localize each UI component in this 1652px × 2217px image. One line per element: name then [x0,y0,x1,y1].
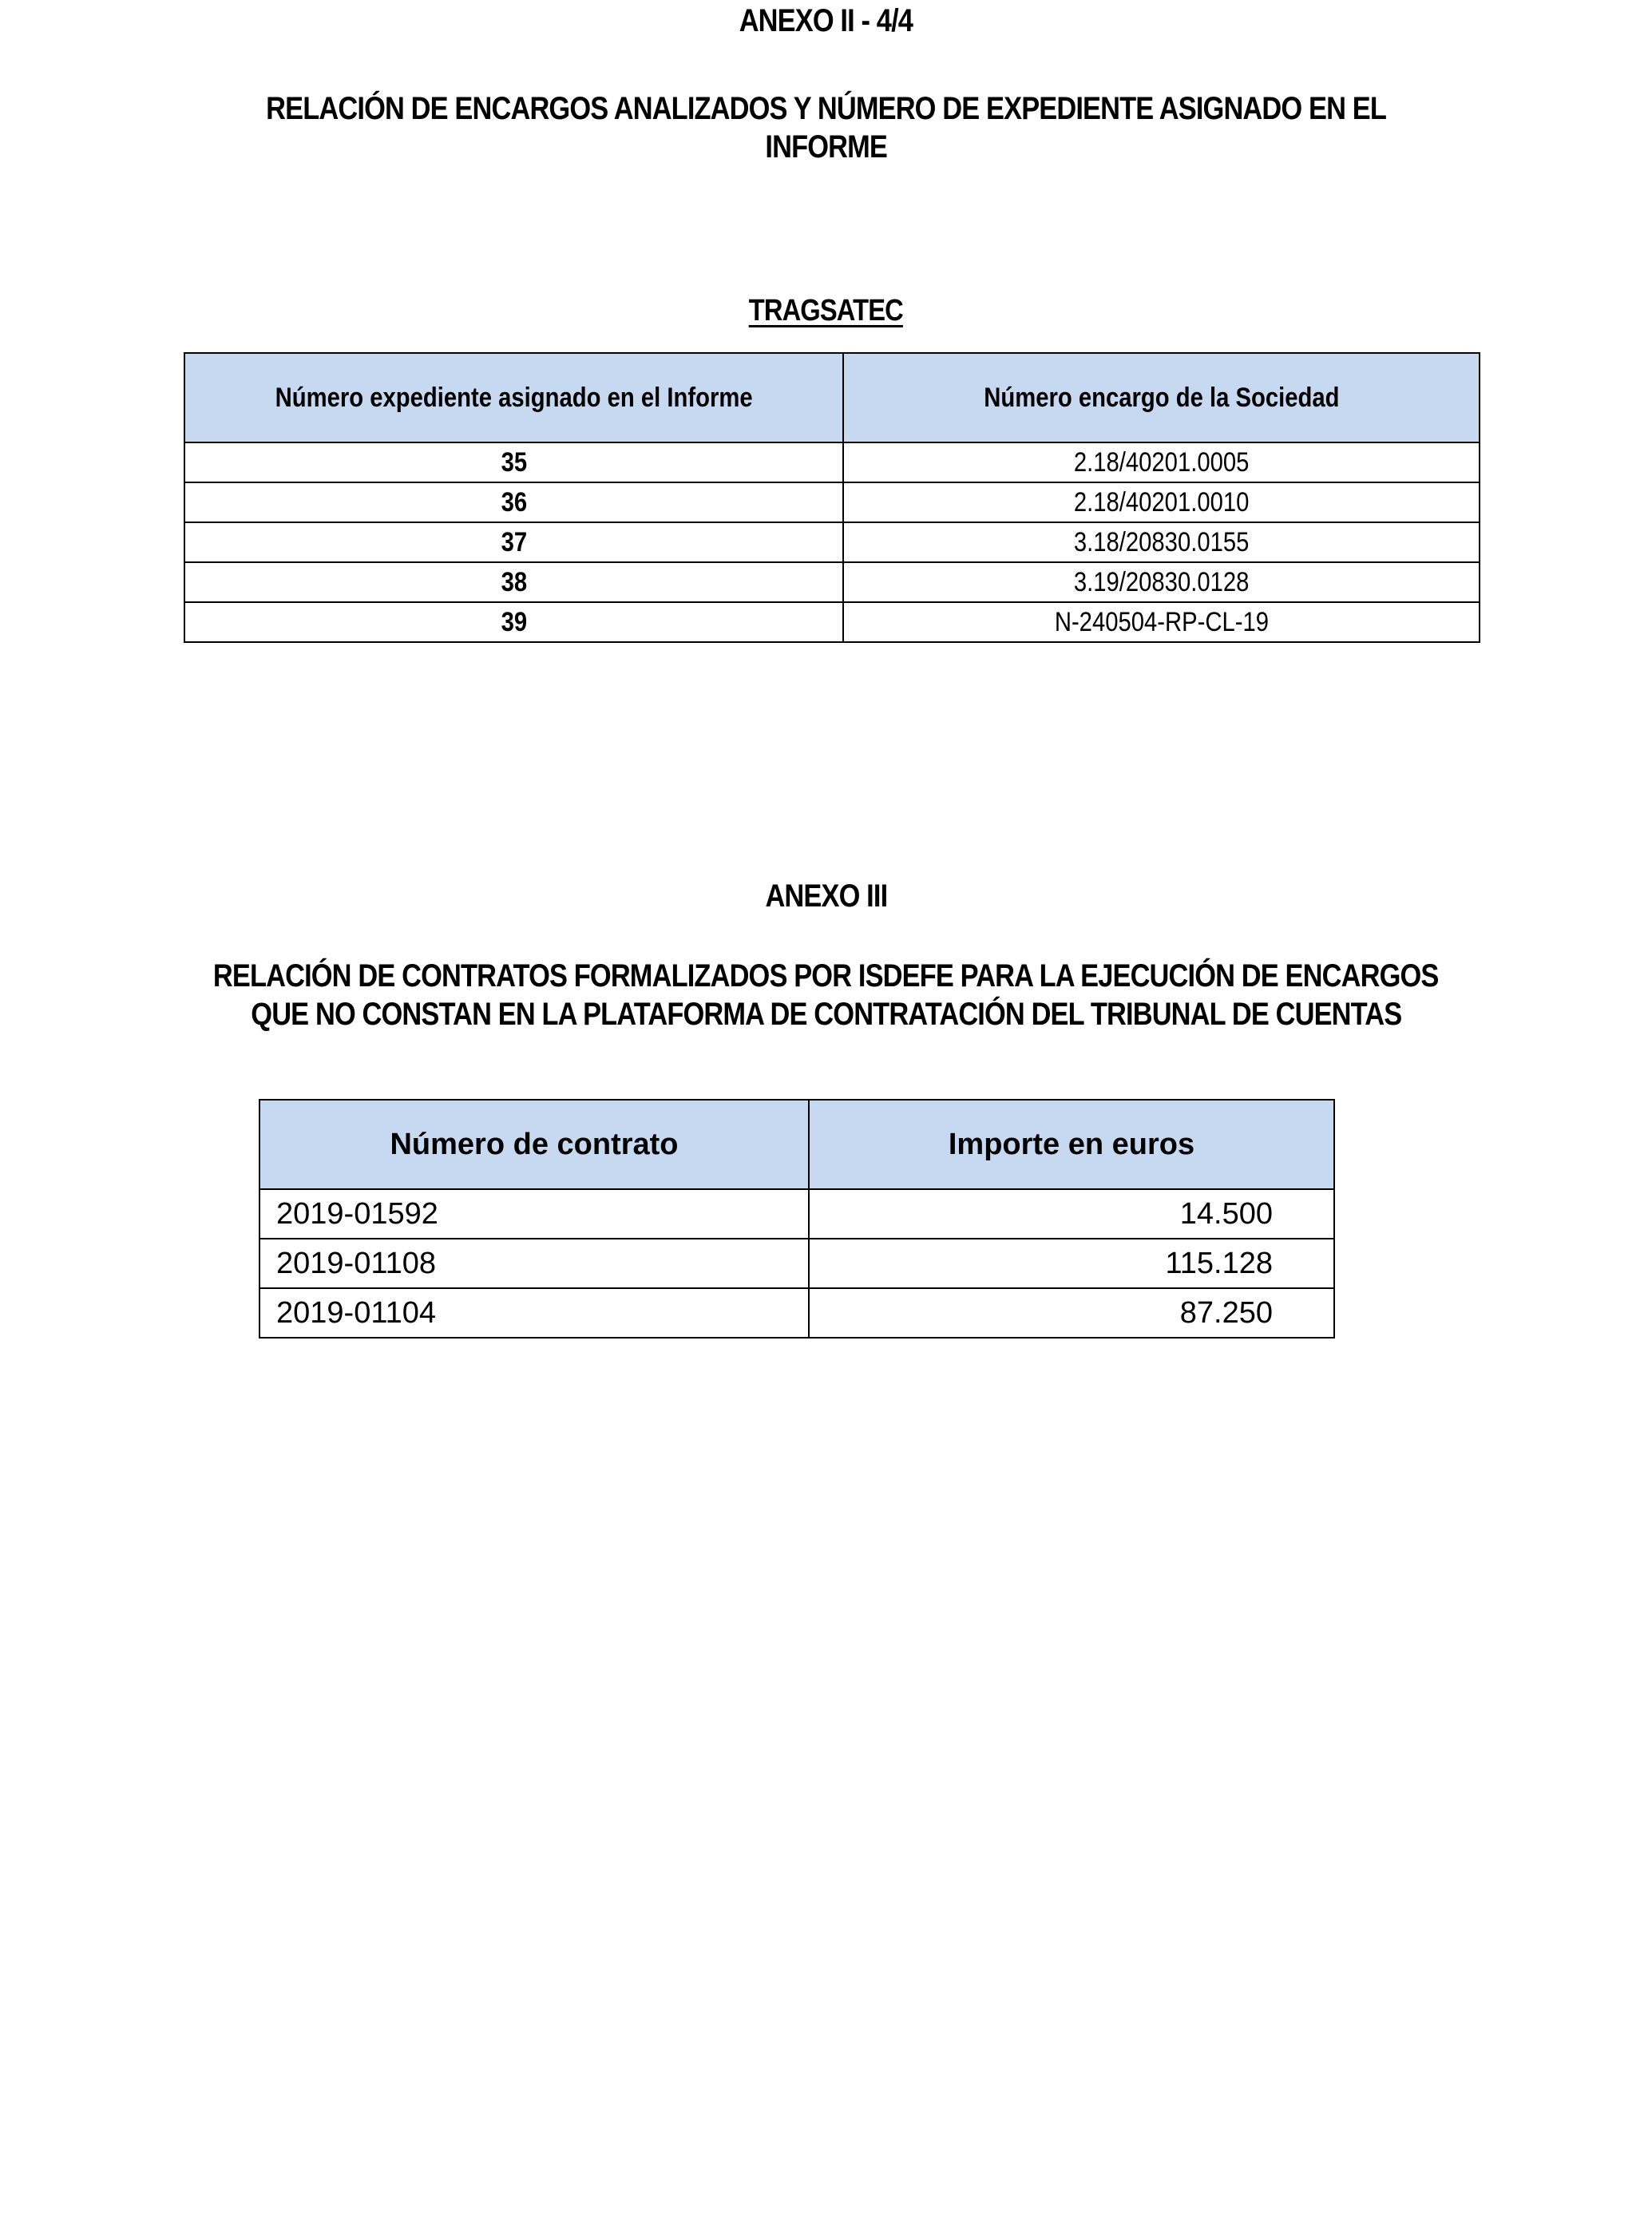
annex2-title [0,2,1652,40]
table-header-row [184,353,1480,442]
column-header-expediente-text: Número expediente asignado en el Informe [275,382,753,413]
table-row [184,482,1480,522]
annex3-title-text: ANEXO III [765,878,887,914]
table-header-row [259,1100,1334,1189]
contract-number-cell: 2019-01104 [259,1288,809,1338]
encargo-cell [843,602,1480,642]
table-row [184,562,1480,602]
encargo-value: 3.19/20830.0128 [1073,566,1250,597]
encargo-value: 2.18/40201.0010 [1073,486,1250,518]
encargo-cell [843,442,1480,482]
annex3-subtitle-line2-text: QUE NO CONSTAN EN LA PLATAFORMA DE CONTRATACIÓN DEL TRIBUNAL DE CUENTAS [250,997,1402,1032]
encargo-cell [843,562,1480,602]
encargo-value: 3.18/20830.0155 [1073,526,1250,557]
contracts-table [259,1099,1335,1339]
column-header-contrato: Número de contrato [259,1100,809,1189]
expediente-value: 36 [501,486,527,518]
amount-cell: 14.500 [809,1189,1334,1239]
annex2-subtitle-line2 [0,128,1652,166]
expediente-value: 38 [501,566,527,597]
table-row [184,602,1480,642]
encargo-cell [843,522,1480,562]
annex2-title-text: ANEXO II - 4/4 [739,3,913,38]
amount-cell: 87.250 [809,1288,1334,1338]
company-title-text: TRAGSATEC [748,294,904,327]
table-row [259,1189,1334,1239]
encargo-value: N-240504-RP-CL-19 [1054,606,1269,637]
encargo-value: 2.18/40201.0005 [1073,446,1250,478]
contract-number-cell: 2019-01108 [259,1239,809,1288]
column-header-expediente [184,353,843,442]
contract-number-cell: 2019-01592 [259,1189,809,1239]
table-row [184,522,1480,562]
expediente-cell [184,522,843,562]
annex3-subtitle-line2 [0,995,1652,1033]
amount-cell: 115.128 [809,1239,1334,1288]
expediente-value: 37 [501,526,527,557]
expediente-cell [184,602,843,642]
column-header-encargo [843,353,1480,442]
column-header-encargo-text: Número encargo de la Sociedad [983,382,1340,413]
expediente-cell [184,562,843,602]
expediente-cell [184,482,843,522]
encargo-cell [843,482,1480,522]
expediente-value: 39 [501,606,527,637]
tragsatec-table [184,352,1480,643]
annex2-subtitle-line2-text: INFORME [765,129,887,165]
table-row [259,1239,1334,1288]
annex3-subtitle-line1 [0,957,1652,995]
annex2-subtitle-line1-text: RELACIÓN DE ENCARGOS ANALIZADOS Y NÚMERO DE EXPEDIENTE ASIGNADO EN EL [266,91,1386,126]
table-row [184,442,1480,482]
company-title [0,292,1652,330]
column-header-importe: Importe en euros [809,1100,1334,1189]
expediente-cell [184,442,843,482]
annex3-title [0,877,1652,915]
expediente-value: 35 [501,446,527,478]
annex3-subtitle-line1-text: RELACIÓN DE CONTRATOS FORMALIZADOS POR ISDEFE PARA LA EJECUCIÓN DE ENCARGOS [213,958,1439,993]
table-row [259,1288,1334,1338]
annex2-subtitle-line1 [0,89,1652,128]
